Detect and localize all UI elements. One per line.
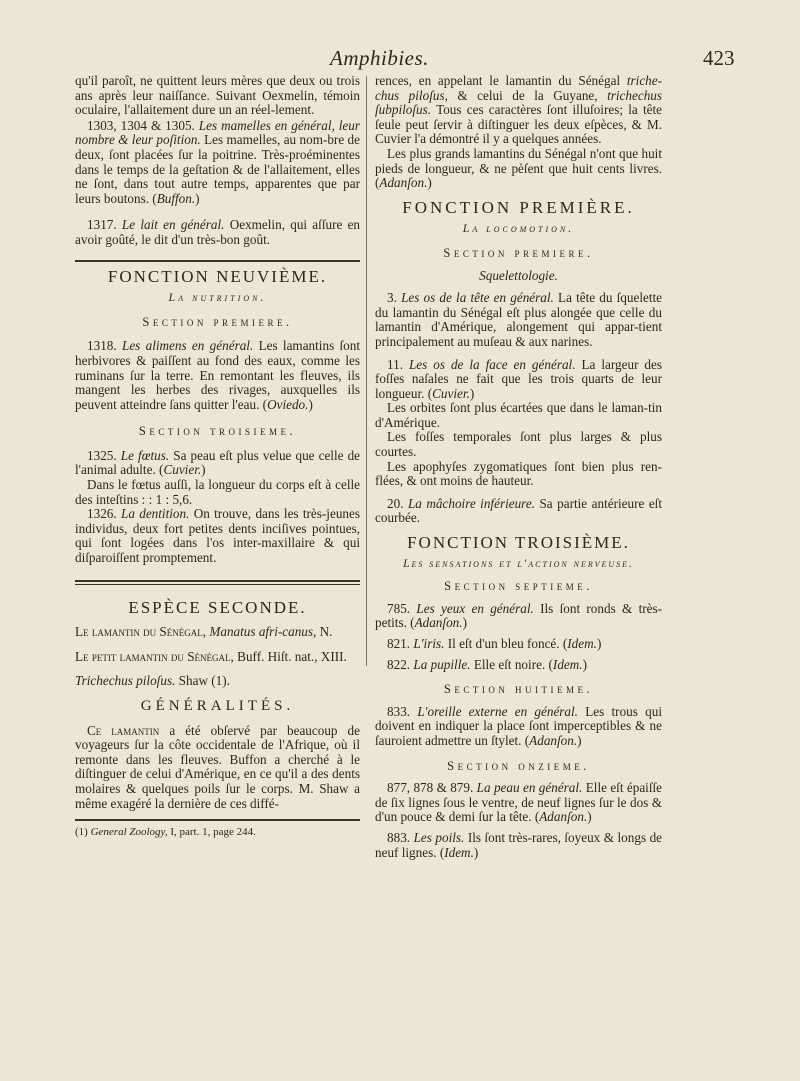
- text-run: rences, en appelant le lamantin du Sénégal: [375, 73, 621, 88]
- text-run: Cuvier.: [163, 462, 202, 478]
- text-run: Adanſon.: [379, 175, 428, 191]
- paragraph: 11. Les os de la face en général. La largeur des foſſes naſales ne fait que les trois quarts de leur longueur. (Cuvier.): [375, 356, 663, 401]
- text-run: Les plus grands lamantins du Sénégal n'ont que huit pieds de longueur, & ne pèſent que huit cents livres. (: [375, 145, 662, 191]
- text-run: Idem.: [444, 844, 474, 860]
- text-run: La peau en général.: [476, 780, 583, 796]
- text-run: 3.: [387, 290, 397, 306]
- species-synonym: [75, 674, 360, 689]
- paragraph: [75, 74, 360, 118]
- text-run: Oviedo.: [267, 396, 309, 412]
- text-run: Le petit lamantin du Sénégal,: [75, 648, 234, 664]
- text-run: On trouve, dans les très-jeunes individus, deux fort petites dents inciſives pointues, qui ſont logées dans l'os inter-maxillaire & qui diſparoiſſent promptement.: [75, 506, 360, 566]
- paragraph: [75, 724, 360, 812]
- text-run: 785.: [387, 600, 411, 616]
- text-run: General Zoology,: [90, 826, 168, 839]
- text-run: Les yeux en général.: [416, 600, 534, 616]
- paragraph: [75, 507, 360, 565]
- paragraph: 1318. Les alimens en général. Les lamantins ſont herbivores & paiſſent au fond des eaux, comme les ruminans ſur la terre. En remontant les fleuves, ils mangent les herbes des rivages, auxquelles ils peuvent atteindre ſans quitter l'eau. (Oviedo.): [75, 338, 361, 412]
- subheading: Squelettologie.: [479, 267, 558, 283]
- section-title: Section huitieme.: [443, 682, 594, 697]
- text-run: 1325.: [87, 447, 117, 463]
- paragraph: [375, 291, 662, 349]
- paragraph: [375, 460, 662, 489]
- paragraph: [375, 401, 662, 430]
- text-run: Les apophyſes zygomatiques ſont bien plus ren-flées, & ont moins de hauteur.: [375, 458, 662, 489]
- text-run: Les alimens en général.: [121, 338, 254, 354]
- section-heading: ESPÈCE SECONDE.: [128, 597, 307, 617]
- paragraph: 833. L'oreille externe en général. Les trous qui doivent en indiquer la place ſont imperceptibles & ne ſauroient admettre un ſtylet. (Adanſon.): [375, 703, 662, 748]
- column-divider: [366, 76, 367, 666]
- paragraph: 883. Les poils. Ils ſont très-rares, ſoyeux & longs de neuf lignes. (Idem.): [375, 829, 663, 860]
- text-run: (1): [75, 826, 88, 839]
- footnote-rule: [75, 819, 360, 821]
- section-title: Section premiere.: [443, 245, 594, 260]
- text-run: Idem.: [552, 656, 583, 672]
- text-run: Ils ſont très-rares, ſoyeux & longs de neuf lignes. (: [375, 829, 663, 860]
- text-run: Buffon.: [156, 190, 196, 206]
- text-run: 20.: [387, 495, 404, 511]
- text-run: Trichechus piloſus.: [75, 673, 176, 689]
- text-run: Le lamantin du Sénégal,: [75, 624, 207, 640]
- text-run: 883.: [387, 829, 411, 845]
- right-column: [375, 74, 662, 860]
- text-run: Les os de la tête en général.: [401, 290, 554, 306]
- paragraph: [375, 430, 662, 459]
- text-run: a été obſervé par beaucoup de voyageurs ſur la côte occidentale de l'Afrique, où il remonte dans les fleuves. Buffon a cherché à le diſtinguer de celui d'Amérique, en ce qu'il a des dents molaires & quelques poils ſur le corps. M. Shaw a même exagéré la dernière de ces diffé-: [75, 722, 360, 811]
- paragraph: Les plus grands lamantins du Sénégal n'ont que huit pieds de longueur, & ne pèſent que huit cents livres. (Adanſon.): [375, 145, 662, 191]
- text-run: N.: [319, 624, 333, 640]
- section-title: Section troisieme.: [138, 424, 297, 439]
- subheading: La nutrition.: [168, 290, 267, 305]
- text-run: Shaw (1).: [178, 673, 230, 689]
- paragraph: 877, 878 & 879. La peau en général. Elle eſt épaiſſe de ſix lignes ſous le ventre, de neuf lignes ſur le dos & d'un pouce & demi ſur la tête. (Adanſon.): [375, 780, 663, 825]
- text-run: triche-chus piloſus,: [375, 73, 663, 103]
- text-run: Les trous qui doivent en indiquer la place ſont imperceptibles & ne ſauroient admettre un ſtylet. (: [375, 703, 662, 748]
- text-run: Idem.: [567, 636, 597, 651]
- text-run: Cuvier.: [432, 385, 470, 401]
- text-run: I, part. 1, page 244.: [170, 826, 256, 839]
- text-run: trichechus ſubpiloſus.: [375, 87, 663, 118]
- paragraph: [75, 218, 360, 247]
- text-run: Les mamelles en général, leur nombre & leur poſition.: [75, 117, 360, 148]
- text-run: Dans le fœtus auſſi, la longueur du corps eſt à celle des inteſtins : : 1 : 5,6.: [75, 477, 360, 507]
- text-run: Adanſon.: [529, 732, 578, 748]
- text-run: Adanſon.: [539, 809, 588, 825]
- paragraph: [375, 74, 662, 147]
- text-run: La mâchoire inférieure.: [407, 495, 535, 511]
- text-run: Elle eſt noire. (: [473, 656, 553, 672]
- text-run: Les mamelles, au nom-bre de deux, ſont placées ſur la poitrine. Très-proéminentes dans le temps de la geſtation & de l'allaitement, elles ne ſont, dans tout autre temps, apparentes que par leurs boutons. (: [75, 132, 360, 206]
- text-run: 877, 878 & 879.: [387, 780, 474, 796]
- paragraph: 785. Les yeux en général. Ils ſont ronds & très-petits. (Adanſon.): [375, 600, 663, 631]
- text-run: 1317.: [87, 217, 117, 233]
- page-number: 423: [703, 46, 735, 70]
- text-run: Tous ces caractères ſont illuſoires; la tête ſeule peut ſervir à diſtinguer les deux eſpèces, & M. Cuvier l'a démontré il y a quelques années.: [375, 102, 663, 147]
- text-run: 11.: [387, 356, 403, 372]
- section-heading: FONCTION NEUVIÈME.: [107, 266, 328, 286]
- text-run: 1303, 1304 & 1305.: [87, 117, 195, 133]
- text-run: La largeur des foſſes naſales ne fait que les trois quarts de leur longueur. (: [375, 356, 663, 401]
- paragraph: [75, 478, 360, 507]
- text-run: La tête du ſquelette du lamantin du Sénégal eſt plus alongée que celle du lamantin d'Amérique, alongement qui appar-tient principalement au muſeau & aux narines.: [375, 290, 663, 349]
- species-name: [75, 625, 360, 640]
- text-run: 822.: [387, 656, 411, 672]
- text-run: La pupille.: [413, 656, 471, 672]
- text-run: & celui de la Guyane,: [457, 87, 598, 103]
- text-run: Oexmelin, qui aſſure en avoir goûté, le dit d'un très-bon goût.: [75, 217, 361, 247]
- subheading: La locomotion.: [462, 221, 575, 236]
- text-run: Sa partie antérieure eſt courbée.: [375, 495, 663, 526]
- text-run: Buff. Hiſt. nat., XIII.: [237, 648, 347, 664]
- section-title: Section premiere.: [142, 314, 293, 329]
- paragraph: 1325. Le fœtus. Sa peau eſt plus velue que celle de l'animal adulte. (Cuvier.): [75, 447, 361, 478]
- text-run: Ce lamantin: [87, 722, 160, 738]
- paragraph: 1303, 1304 & 1305. Les mamelles en général, leur nombre & leur poſition. Les mamelles, au nom-bre de deux, ſont placées ſur la poitrine. Très-proéminentes dans le temps de la geſtation & de l'allaitement, elles ne ſont, dans tout autre temps, apparentes que par leurs boutons. (Buffon.): [75, 117, 360, 206]
- paragraph: 822. La pupille. Elle eſt noire. (Idem.): [387, 656, 587, 672]
- section-heading: FONCTION TROISIÈME.: [407, 533, 630, 553]
- text-run: Adanſon.: [414, 615, 463, 631]
- text-run: 833.: [387, 703, 411, 719]
- species-synonym: [75, 650, 360, 665]
- text-run: 821.: [387, 636, 411, 651]
- text-run: Sa peau eſt plus velue que celle de l'animal adulte. (: [75, 447, 361, 478]
- running-title: Amphibies.: [330, 46, 429, 70]
- text-run: 1318.: [87, 338, 117, 354]
- text-run: L'oreille externe en général.: [417, 703, 578, 719]
- text-run: Le fœtus.: [120, 447, 170, 463]
- paragraph: 821. L'iris. Il eſt d'un bleu foncé. (Idem.): [387, 636, 602, 651]
- text-run: Les os de la face en général.: [408, 356, 576, 372]
- text-run: Le lait en général.: [121, 217, 225, 233]
- text-run: L'iris.: [413, 636, 445, 651]
- section-heading: GÉNÉRALITÉS.: [140, 698, 295, 714]
- text-run: Ils ſont ronds & très-petits. (: [375, 600, 663, 631]
- text-run: Les lamantins ſont herbivores & paiſſent au fond des eaux, comme les ruminans ſur la terre. En remontant les fleuves, ils mangent les herbes des rivages, auxquelles ils peuvent atteindre ſans quitter l'eau. (: [75, 338, 361, 412]
- text-run: qu'il paroît, ne quittent leurs mères que deux ou trois ans après leur naiſſance. Suivant Oexmelin, témoin oculaire, l'allaitement dure un an réel-lement.: [75, 73, 360, 118]
- text-run: Les poils.: [413, 829, 465, 845]
- section-heading: FONCTION PREMIÈRE.: [402, 197, 635, 217]
- footnote: [75, 825, 360, 840]
- text-run: Il eſt d'un bleu foncé. (: [447, 636, 568, 651]
- subheading: Les sensations et l'action nerveuse.: [403, 557, 634, 570]
- text-run: Les foſſes temporales ſont plus larges & plus courtes.: [375, 429, 662, 460]
- section-title: Section onzieme.: [447, 758, 590, 773]
- text-run: Elle eſt épaiſſe de ſix lignes ſous le ventre, de neuf lignes ſur le dos & d'un pouce & demi ſur la tête. (: [375, 780, 663, 825]
- left-column: [75, 74, 360, 840]
- running-head: [0, 44, 800, 74]
- text-run: Manatus afri-canus,: [209, 624, 317, 640]
- section-title: Section septieme.: [444, 579, 593, 594]
- text-run: La dentition.: [120, 506, 190, 522]
- paragraph: [375, 497, 662, 526]
- text-run: 1326.: [87, 506, 117, 522]
- text-run: Les orbites ſont plus écartées que dans le laman-tin d'Amérique.: [375, 400, 662, 430]
